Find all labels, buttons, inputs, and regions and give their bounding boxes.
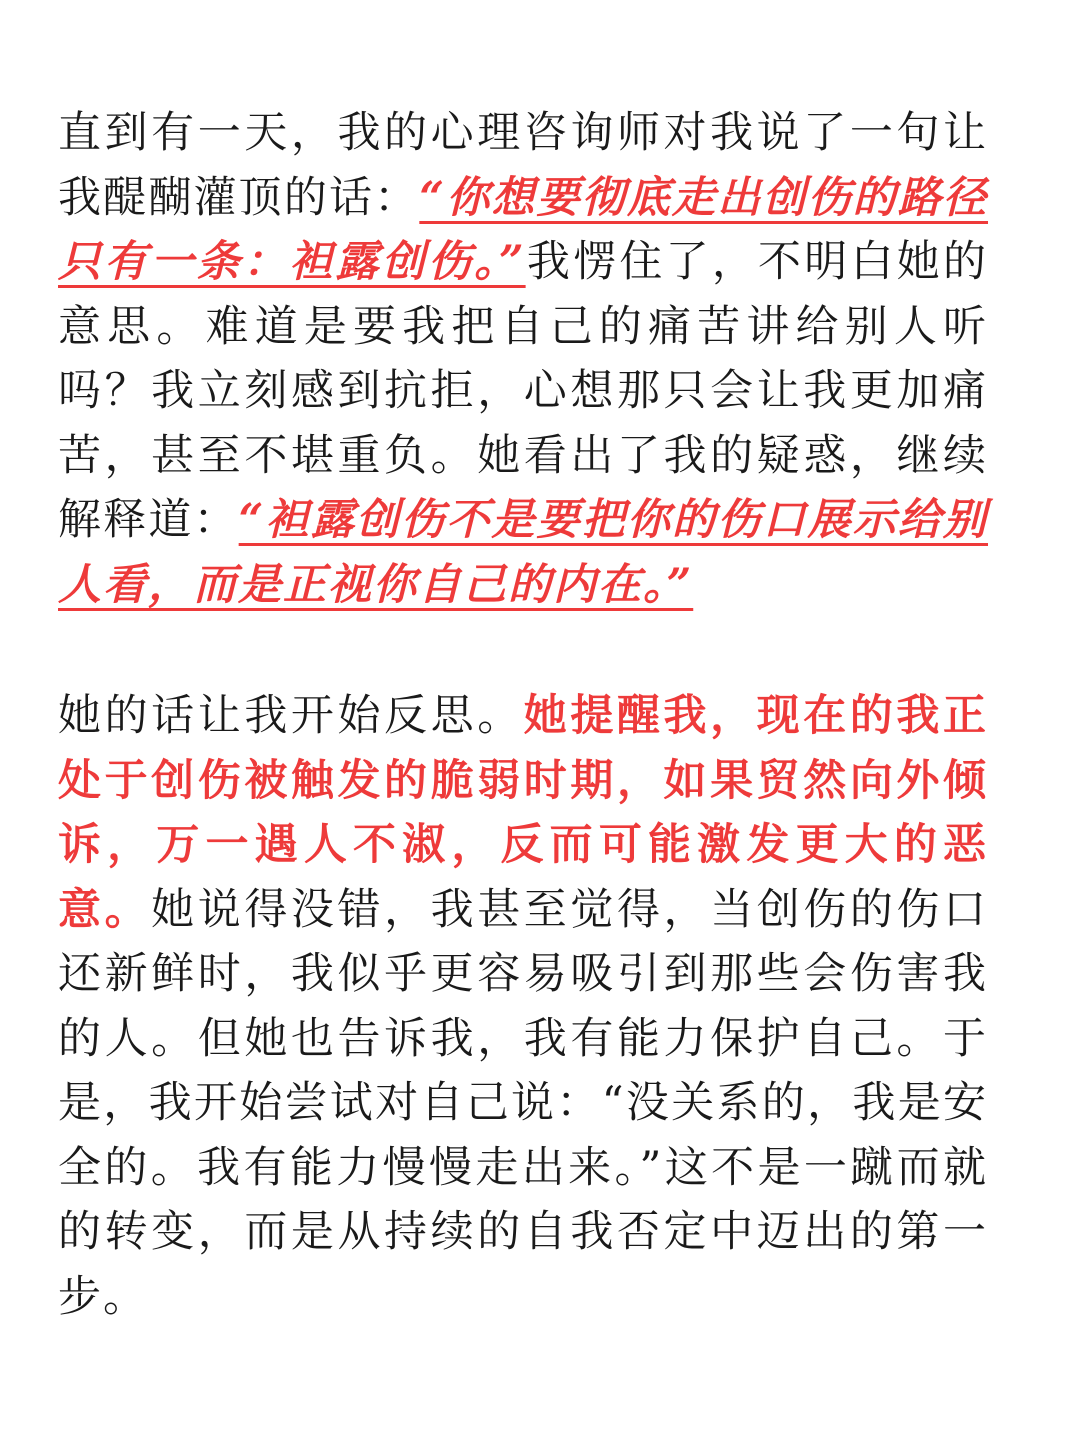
paragraph-counselor-advice: [58, 101, 988, 617]
body-text: 直到有一天，我的心理咨询师对我说了一句让我醍醐灌顶的话：: [58, 108, 988, 223]
paragraph-reflection: [58, 684, 988, 1329]
highlighted-quote: “你想要彻底走出创伤的路径只有一条：袒露创伤。”: [58, 172, 989, 287]
body-text: 她的话让我开始反思。: [58, 691, 524, 741]
body-text: 我愣住了，不明白她的意思。难道是要我把自己的痛苦讲给别人听吗？我立刻感到抗拒，心想那只会让我更加痛苦，甚至不堪重负。她看出了我的疑惑，继续解释道：: [58, 237, 989, 545]
body-text: 她说得没错，我甚至觉得，当创伤的伤口还新鲜时，我似乎更容易吸引到那些会伤害我的人。但她也告诉我，我有能力保护自己。于是，我开始尝试对自己说：“没关系的，我是安全的。我有能力慢慢走出来。”这不是一蹴而就的转变，而是从持续的自我否定中迈出的第一步。: [58, 884, 989, 1322]
highlighted-quote: “袒露创伤不是要把你的伤口展示给别人看，而是正视你自己的内在。”: [58, 495, 989, 610]
highlighted-text: 她提醒我，现在的我正处于创伤被触发的脆弱时期，如果贸然向外倾诉，万一遇人不淑，反而可能激发更大的恶意。: [58, 691, 989, 935]
